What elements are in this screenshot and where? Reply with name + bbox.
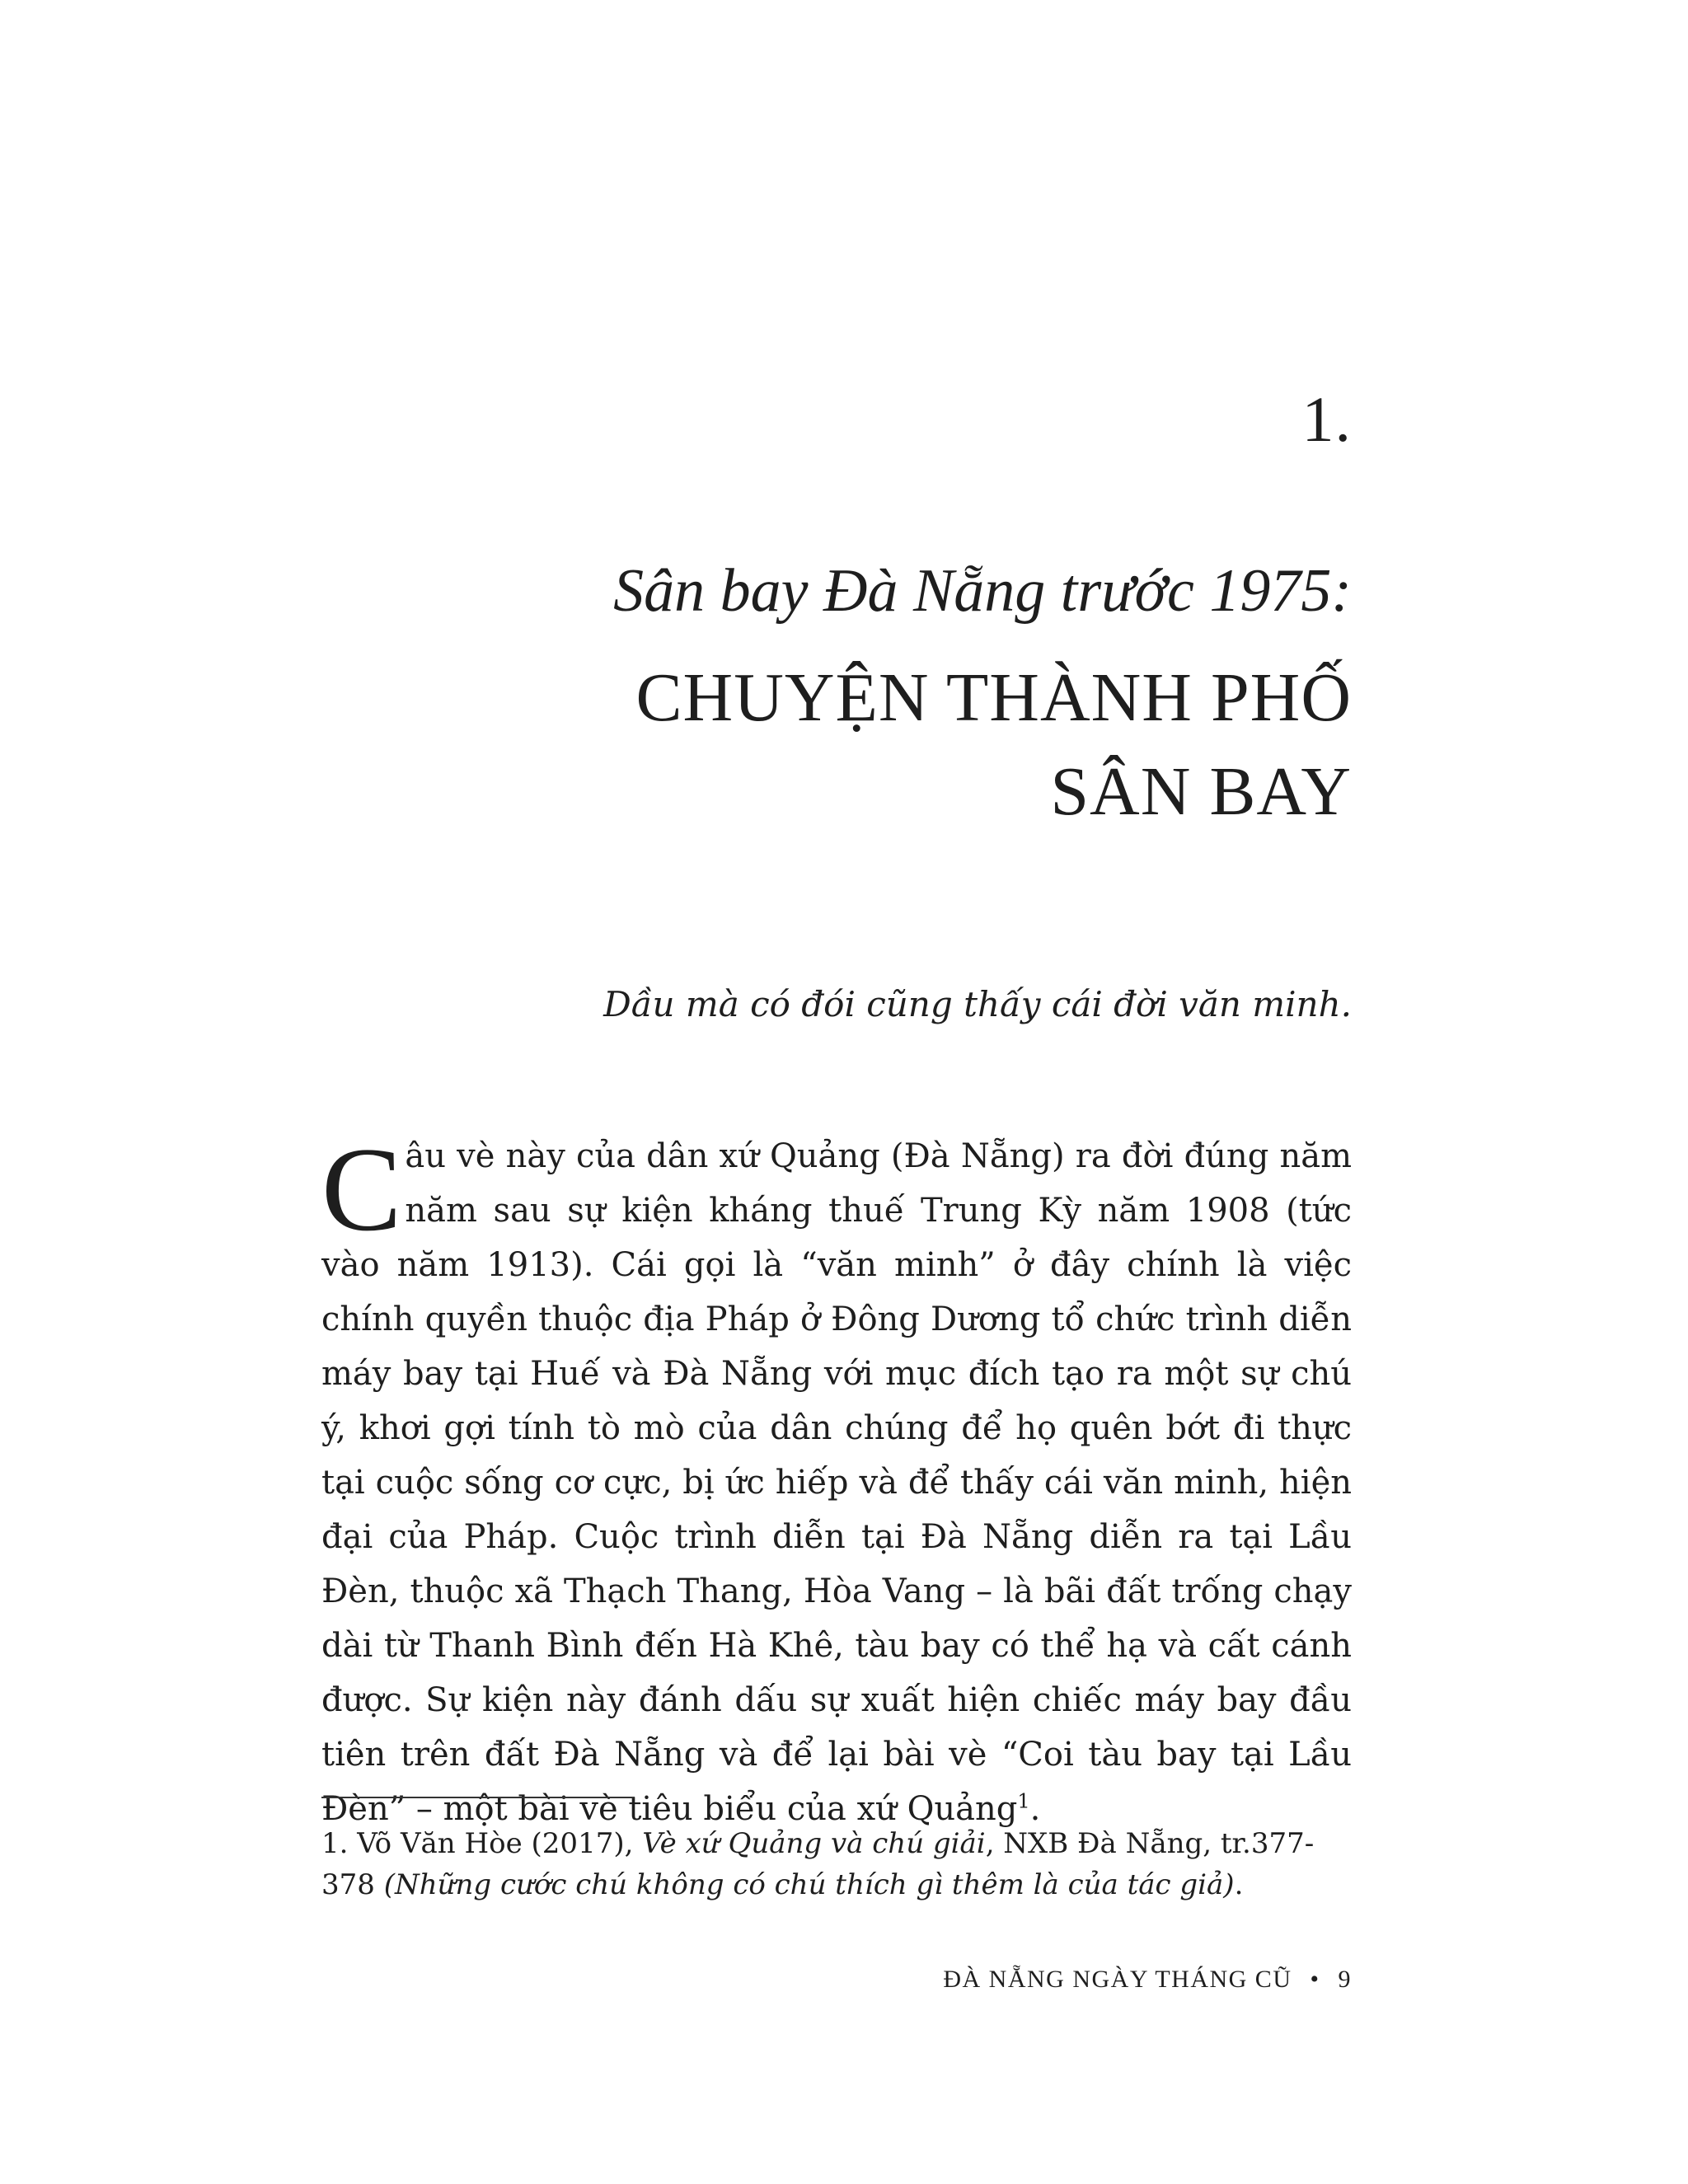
chapter-title-line-2: SÂN BAY	[1050, 753, 1352, 830]
chapter-number: 1.	[1301, 383, 1352, 455]
page-number: 9	[1338, 1966, 1352, 1993]
footer-book-title: ĐÀ NẴNG NGÀY THÁNG CŨ	[943, 1966, 1292, 1993]
footnote-source-title: Vè xứ Quảng và chú giải	[642, 1827, 986, 1860]
drop-cap: C	[321, 1122, 402, 1256]
footnote-note: (Những cước chú không có chú thích gì thêm là của tác giả)	[383, 1868, 1235, 1901]
running-footer	[943, 1966, 1352, 1994]
footnote-publisher: , NXB Đà Nẵng, tr.377-378	[321, 1827, 1315, 1901]
chapter-title	[636, 651, 1352, 839]
footnote-lead: 1. Võ Văn Hòe (2017),	[321, 1827, 643, 1860]
footnote-end: .	[1234, 1868, 1244, 1901]
footnote-reference[interactable]: 1	[1017, 1789, 1030, 1813]
footnote	[321, 1823, 1352, 1905]
body-paragraph	[321, 1122, 1352, 1836]
body-text-end: .	[1029, 1790, 1041, 1828]
footnote-divider	[321, 1797, 635, 1798]
footer-separator: •	[1310, 1966, 1320, 1993]
epigraph: Dầu mà có đói cũng thấy cái đời văn minh.	[603, 984, 1352, 1024]
body-text: âu vè này của dân xứ Quảng (Đà Nẵng) ra đời đúng năm năm sau sự kiện kháng thuế Trung Kỳ năm 1908 (tức vào năm 1913). Cái gọi là “văn minh” ở đây chính là việc chính quyền thuộc địa Pháp ở Đông Dương tổ chức trình diễn máy bay tại Huế và Đà Nẵng với mục đích tạo ra một sự chú ý, khơi gợi tính tò mò của dân chúng để họ quên bớt đi thực tại cuộc sống cơ cực, bị ức hiếp và để thấy cái văn minh, hiện đại của Pháp. Cuộc trình diễn tại Đà Nẵng diễn ra tại Lầu Đèn, thuộc xã Thạch Thang, Hòa Vang – là bãi đất trống chạy dài từ Thanh Bình đến Hà Khê, tàu bay có thể hạ và cất cánh được. Sự kiện này đánh dấu sự xuất hiện chiếc máy bay đầu tiên trên đất Đà Nẵng và để lại bài vè “Coi tàu bay tại Lầu Đèn” – một bài vè tiêu biểu của xứ Quảng	[321, 1137, 1352, 1828]
chapter-subtitle: Sân bay Đà Nẵng trước 1975:	[613, 557, 1352, 625]
chapter-title-line-1: CHUYỆN THÀNH PHỐ	[635, 659, 1352, 736]
